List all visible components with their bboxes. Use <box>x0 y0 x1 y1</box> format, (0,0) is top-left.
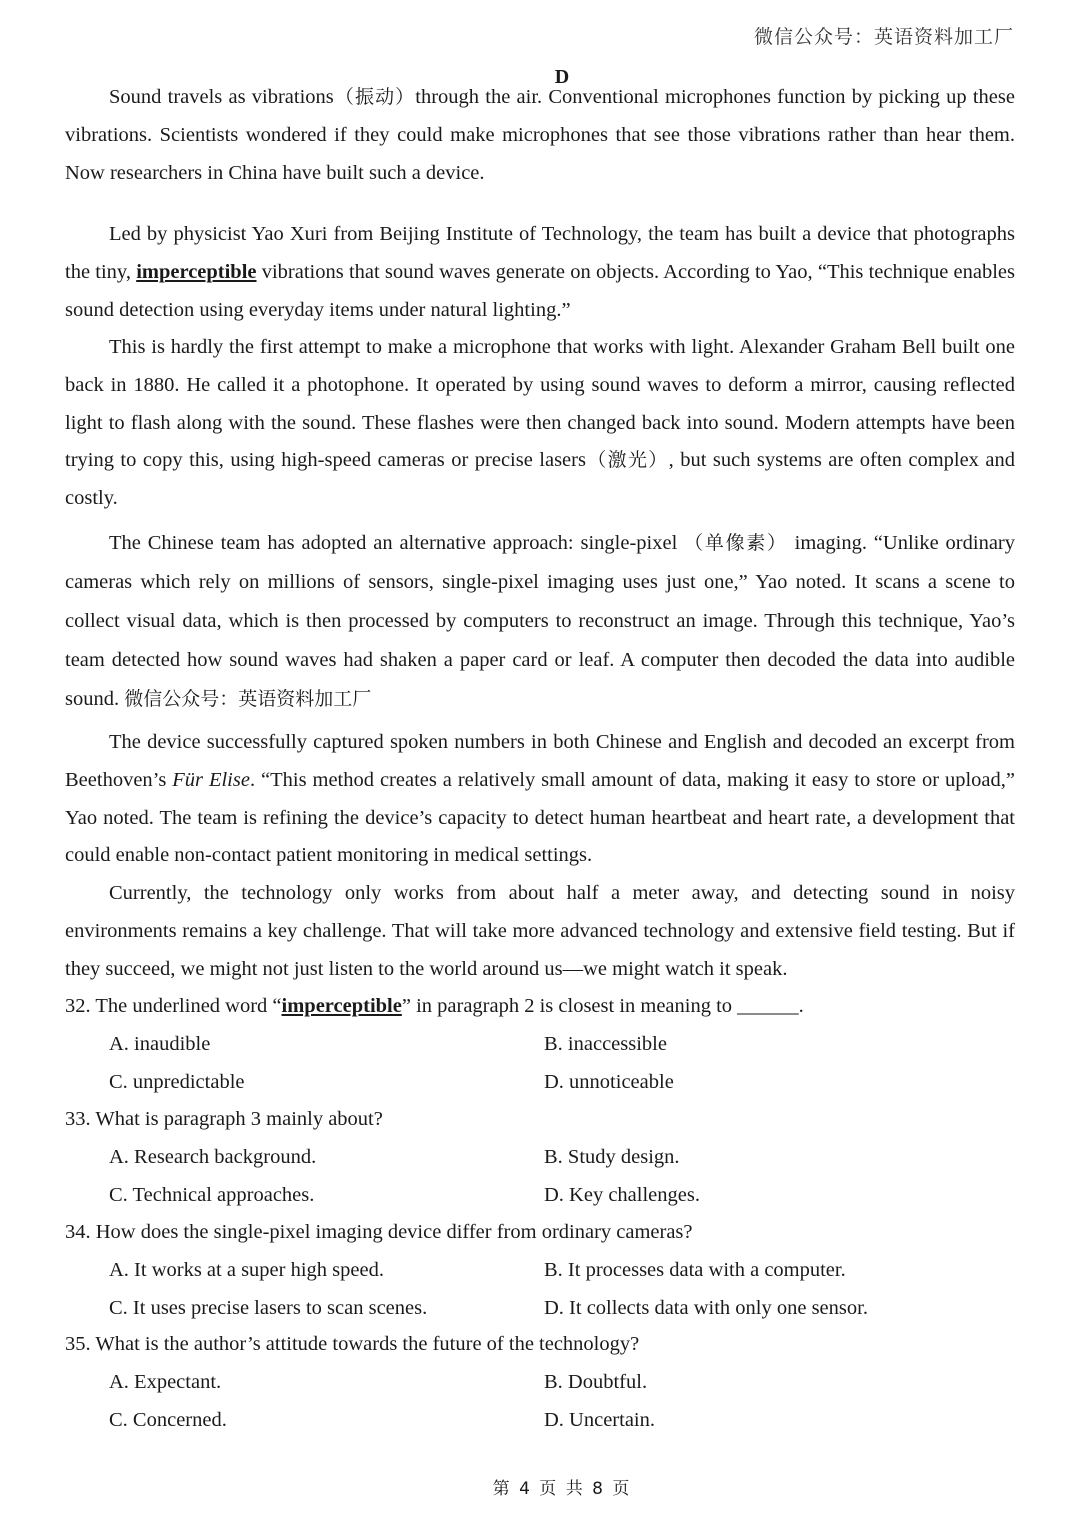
option-33a: A. Research background. <box>109 1146 317 1168</box>
option-32a: A. inaudible <box>109 1033 211 1055</box>
option-35b: B. Doubtful. <box>544 1371 648 1393</box>
option-35a: A. Expectant. <box>109 1371 222 1393</box>
option-32b: B. inaccessible <box>544 1033 667 1055</box>
chinese-gloss: （激光） <box>585 449 669 472</box>
paragraph-6: Currently, the technology only works from about half a meter away, and detecting sound in noisy environments remains a key challenge. That will take more advanced technology and extensive field testing. But if they succeed, we might not just listen to the world around us—we might watch it speak. <box>65 882 1015 980</box>
text: Led by physicist Yao Xuri from Beijing Institute of Technology, the team has built a device that photographs the tiny, <box>65 223 1015 283</box>
inline-watermark: 微信公众号：英语资料加工厂 <box>124 688 372 710</box>
question-33: 33. What is paragraph 3 mainly about? <box>65 1108 383 1130</box>
text: through the air. Conventional microphones function by picking up these vibrations. Scientists wondered if they could make microphones that see those vibrations rather than hear them. Now researchers in China have built such a device. <box>65 86 1015 184</box>
page-number: 第 4 页 共 8 页 <box>492 1479 632 1499</box>
question-35: 35. What is the author’s attitude towards the future of the technology? <box>65 1333 640 1355</box>
option-32d: D. unnoticeable <box>544 1071 674 1093</box>
paragraph-5 <box>65 724 1015 875</box>
text: imaging. “Unlike ordinary cameras which rely on millions of sensors, single-pixel imaging uses just one,” Yao noted. It scans a scene to collect visual data, which is then processed by computers to reconstruct an image. Through this technique, Yao’s team detected how sound waves had shaken a paper card or leaf. A computer then decoded the data into audible sound. <box>65 532 1015 710</box>
paragraph-4 <box>65 524 1015 719</box>
chinese-gloss: （振动） <box>333 86 416 108</box>
underlined-word: imperceptible <box>281 995 402 1017</box>
option-33b: B. Study design. <box>544 1146 680 1168</box>
option-35d: D. Uncertain. <box>544 1409 655 1431</box>
paragraph-3 <box>65 329 1015 518</box>
text: The device successfully captured spoken numbers in both Chinese and English and decoded an excerpt from Beethoven’s <box>65 731 1015 791</box>
option-33d: D. Key challenges. <box>544 1184 700 1206</box>
text: The Chinese team has adopted an alternative approach: single-pixel <box>109 532 685 554</box>
option-33c: C. Technical approaches. <box>109 1184 315 1206</box>
text: Sound travels as vibrations <box>109 86 334 108</box>
text: , but such systems are often complex and costly. <box>65 449 1015 510</box>
stem: ” in paragraph 2 is closest in meaning to ______. <box>401 995 804 1017</box>
text: This is hardly the first attempt to make a microphone that works with light. Alexander Graham Bell built one back in 1880. He called it a photophone. It operated by using sound waves to deform a mirror, causing reflected light to flash along with the sound. These flashes were then changed back into sound. Modern attempts have been trying to copy this, using high-speed cameras or precise lasers <box>65 336 1015 472</box>
question-34: 34. How does the single-pixel imaging device differ from ordinary cameras? <box>65 1221 693 1243</box>
chinese-gloss: （单像素） <box>684 532 788 554</box>
question-32 <box>65 987 804 1025</box>
option-34b: B. It processes data with a computer. <box>544 1259 846 1281</box>
option-32c: C. unpredictable <box>109 1071 245 1093</box>
stem: 32. The underlined word “ <box>65 995 282 1017</box>
text: vibrations that sound waves generate on objects. According to Yao, “This technique enables sound detection using everyday items under natural lighting.” <box>65 260 1015 321</box>
underlined-word: imperceptible <box>136 260 257 283</box>
italic-title: Für Elise <box>172 768 250 791</box>
option-34d: D. It collects data with only one sensor. <box>544 1297 868 1319</box>
text: . “This method creates a relatively small amount of data, making it easy to store or upload,” Yao noted. The team is refining the device’s capacity to detect human heartbeat and heart rate, a development that could enable non-contact patient monitoring in medical settings. <box>65 768 1015 867</box>
option-35c: C. Concerned. <box>109 1409 227 1431</box>
paragraph-2 <box>65 216 1015 329</box>
option-34c: C. It uses precise lasers to scan scenes. <box>109 1297 428 1319</box>
option-34a: A. It works at a super high speed. <box>109 1259 384 1281</box>
header-watermark: 微信公众号：英语资料加工厂 <box>753 26 1014 48</box>
paragraph-1 <box>65 79 1015 192</box>
section-title: D <box>554 66 570 88</box>
